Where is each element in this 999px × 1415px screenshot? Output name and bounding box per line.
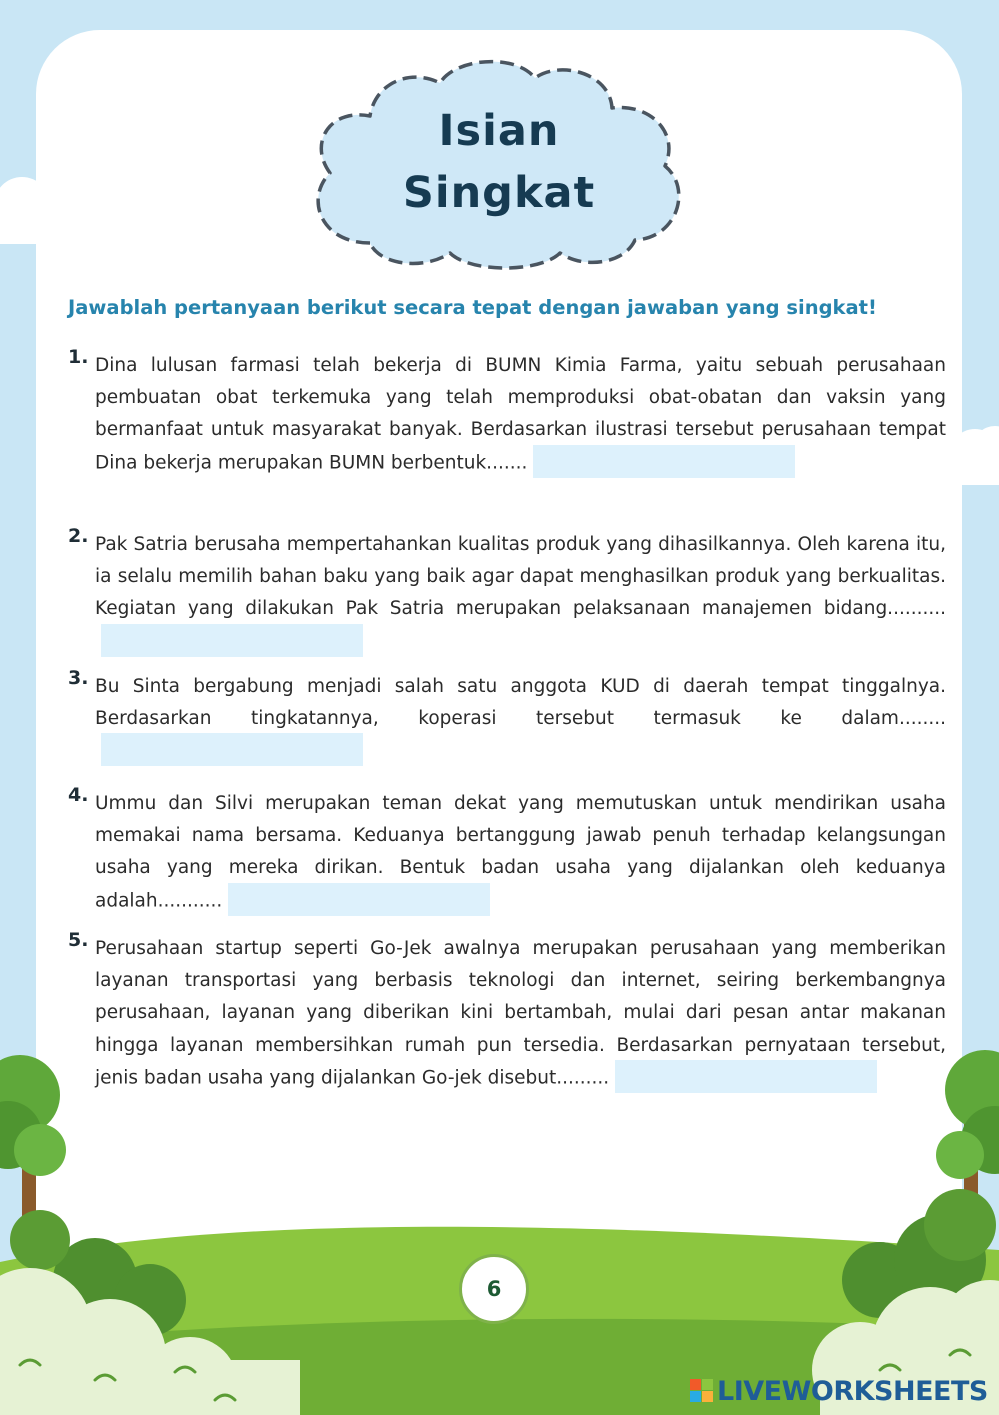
instruction-text: Jawablah pertanyaan berikut secara tepat dengan jawaban yang singkat! [68, 296, 877, 319]
page-number: 6 [486, 1277, 502, 1301]
question-5 [68, 929, 946, 1095]
question-text: Dina lulusan farmasi telah bekerja di BUMN Kimia Farma, yaitu sebuah perusahaan pembuatan obat terkemuka yang telah memproduksi obat-obatan dan vaksin yang bermanfaat untuk masyarakat banyak. Berdasarkan ilustrasi tersebut perusahaan tempat Dina bekerja merupakan BUMN berbentuk....... [95, 355, 946, 474]
question-text: Ummu dan Silvi merupakan teman dekat yang memutuskan untuk mendirikan usaha memakai nama bersama. Keduanya bertanggung jawab penuh terhadap kelangsungan usaha yang mereka dirikan. Bentuk badan usaha yang dijalankan oleh keduanya adalah........... [95, 793, 946, 912]
question-number: 1. [68, 346, 89, 368]
question-text: Pak Satria berusaha mempertahankan kualitas produk yang dihasilkannya. Oleh karena itu, ia selalu memilih bahan baku yang baik agar dapat menghasilkan produk yang berkualitas. Kegiatan yang dilakukan Pak Satria merupakan pelaksanaan manajemen bidang.......... [95, 534, 946, 620]
answer-input-5[interactable] [615, 1060, 877, 1093]
cloud-shape-icon [300, 48, 698, 274]
answer-input-2[interactable] [101, 624, 363, 657]
title-line-1: Isian [438, 106, 560, 156]
question-text: Perusahaan startup seperti Go-Jek awalnya merupakan perusahaan yang memberikan layanan transportasi yang berbasis teknologi dan internet, seiring berkembangnya perusahaan, layanan yang diberikan kini bertambah, mulai dari pesan antar makanan hingga layanan membersihkan rumah pun tersedia. Berdasarkan pernyataan tersebut, jenis badan usaha yang dijalankan Go-jek disebut......... [95, 938, 946, 1089]
page-number-badge [459, 1254, 529, 1324]
question-number: 2. [68, 525, 89, 547]
question-number: 4. [68, 784, 89, 806]
answer-input-3[interactable] [101, 733, 363, 766]
question-text: Bu Sinta bergabung menjadi salah satu anggota KUD di daerah tempat tinggalnya. Berdasarkan tingkatannya, koperasi tersebut termasuk ke dalam........ [95, 676, 946, 730]
answer-input-4[interactable] [228, 883, 490, 916]
liveworksheets-wordmark: LIVEWORKSHEETS [717, 1376, 988, 1407]
question-4 [68, 784, 946, 918]
answer-input-1[interactable] [533, 445, 795, 478]
question-1 [68, 346, 946, 480]
title-line-2: Singkat [402, 168, 596, 218]
question-number: 3. [68, 667, 89, 689]
question-number: 5. [68, 929, 89, 951]
question-2 [68, 525, 946, 659]
liveworksheets-mark-icon [690, 1379, 714, 1403]
question-3 [68, 667, 946, 768]
title-cloud [300, 48, 698, 274]
